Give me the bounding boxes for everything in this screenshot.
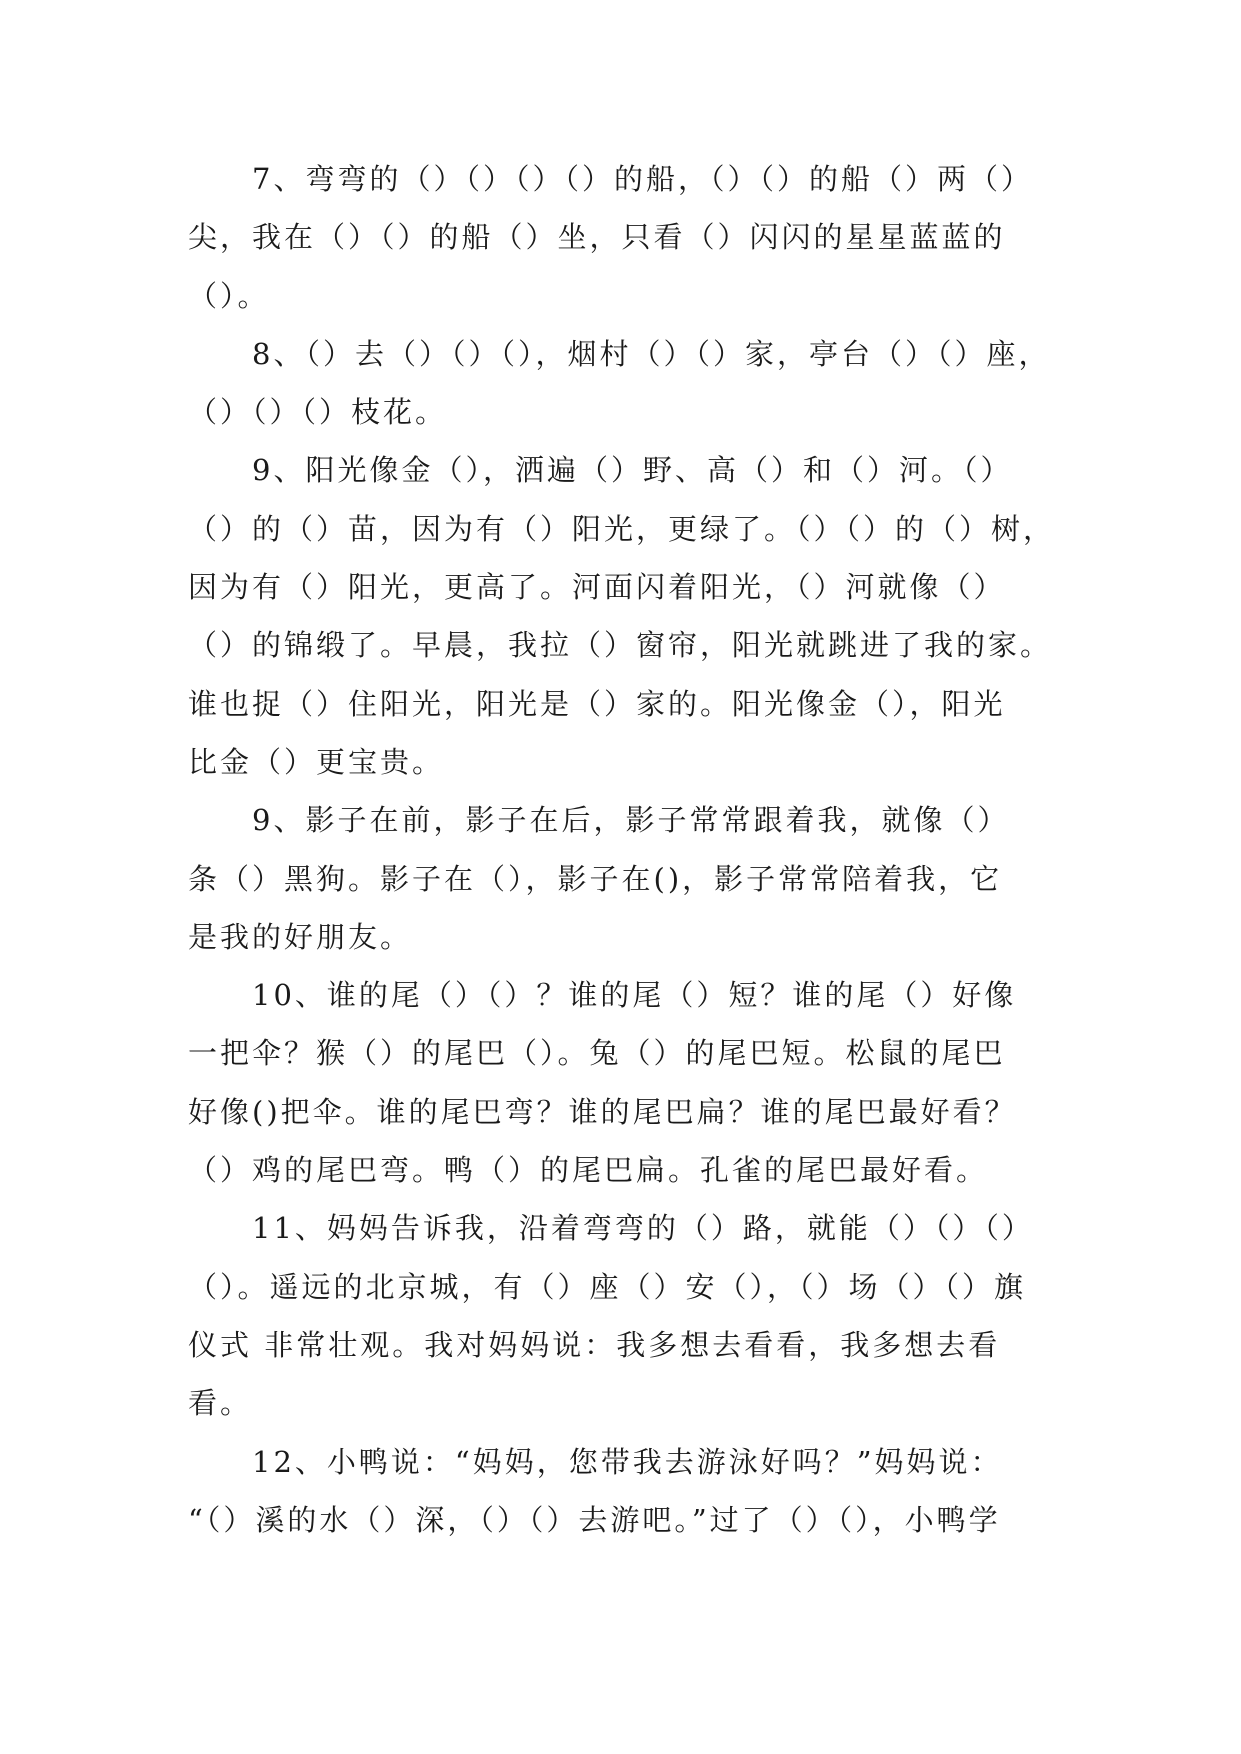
text-line: 比金（）更宝贵。 (188, 744, 445, 779)
text-line: 仪式 非常壮观。我对妈妈说：我多想去看看，我多想去看 (188, 1327, 1001, 1362)
text-line: 8、（）去（）（）（），烟村（）（）家，亭台（）（）座， (252, 336, 1051, 371)
text-line: （）（）（）枝花。 (188, 395, 448, 430)
text-line: 11、妈妈告诉我，沿着弯弯的（）路，就能（）（）（） (252, 1211, 1034, 1246)
text-line: 9、阳光像金（），洒遍（）野、高（）和（）河。（） (252, 453, 1013, 488)
text-line: “（）溪的水（）深，（）（）去游吧。”过了（）（），小鸭学 (188, 1502, 1001, 1537)
text-line: 是我的好朋友。 (188, 919, 413, 954)
text-line: 一把伞？猴（）的尾巴（）。兔（）的尾巴短。松鼠的尾巴 (188, 1036, 1006, 1071)
text-line: 谁也捉（）住阳光，阳光是（）家的。阳光像金（），阳光 (188, 686, 1006, 721)
text-line: （）鸡的尾巴弯。鸭（）的尾巴扁。孔雀的尾巴最好看。 (188, 1153, 989, 1188)
text-line: 9、影子在前，影子在后，影子常常跟着我，就像（） (252, 803, 1010, 838)
text-line: 7、弯弯的（）（）（）（）的船，（）（）的船（）两（） (252, 162, 1033, 196)
text-line: 12、小鸭说：“妈妈，您带我去游泳好吗？”妈妈说： (252, 1444, 1003, 1479)
text-line: （）。遥远的北京城，有（）座（）安（），（）场（）（）旗 (188, 1269, 1027, 1304)
text-line: 10、谁的尾（）（）？谁的尾（）短？谁的尾（）好像 (252, 978, 1017, 1013)
text-line: （）。 (188, 278, 270, 313)
text-line: 因为有（）阳光，更高了。河面闪着阳光，（）河就像（） (188, 570, 1006, 605)
text-line: 尖，我在（）（）的船（）坐，只看（）闪闪的星星蓝蓝的 (188, 220, 1006, 255)
text-line: （）的锦缎了。早晨，我拉（）窗帘，阳光就跳进了我的家。 (188, 628, 1053, 663)
text-line: （）的（）苗，因为有（）阳光，更绿了。（）（）的（）树， (188, 511, 1056, 546)
text-line: 条（）黑狗。影子在（），影子在()，影子常常陪着我，它 (188, 861, 1003, 896)
worksheet-body (188, 150, 1088, 1549)
text-line: 好像()把伞。谁的尾巴弯？谁的尾巴扁？谁的尾巴最好看？ (188, 1094, 1017, 1129)
text-line: 看。 (188, 1386, 253, 1421)
